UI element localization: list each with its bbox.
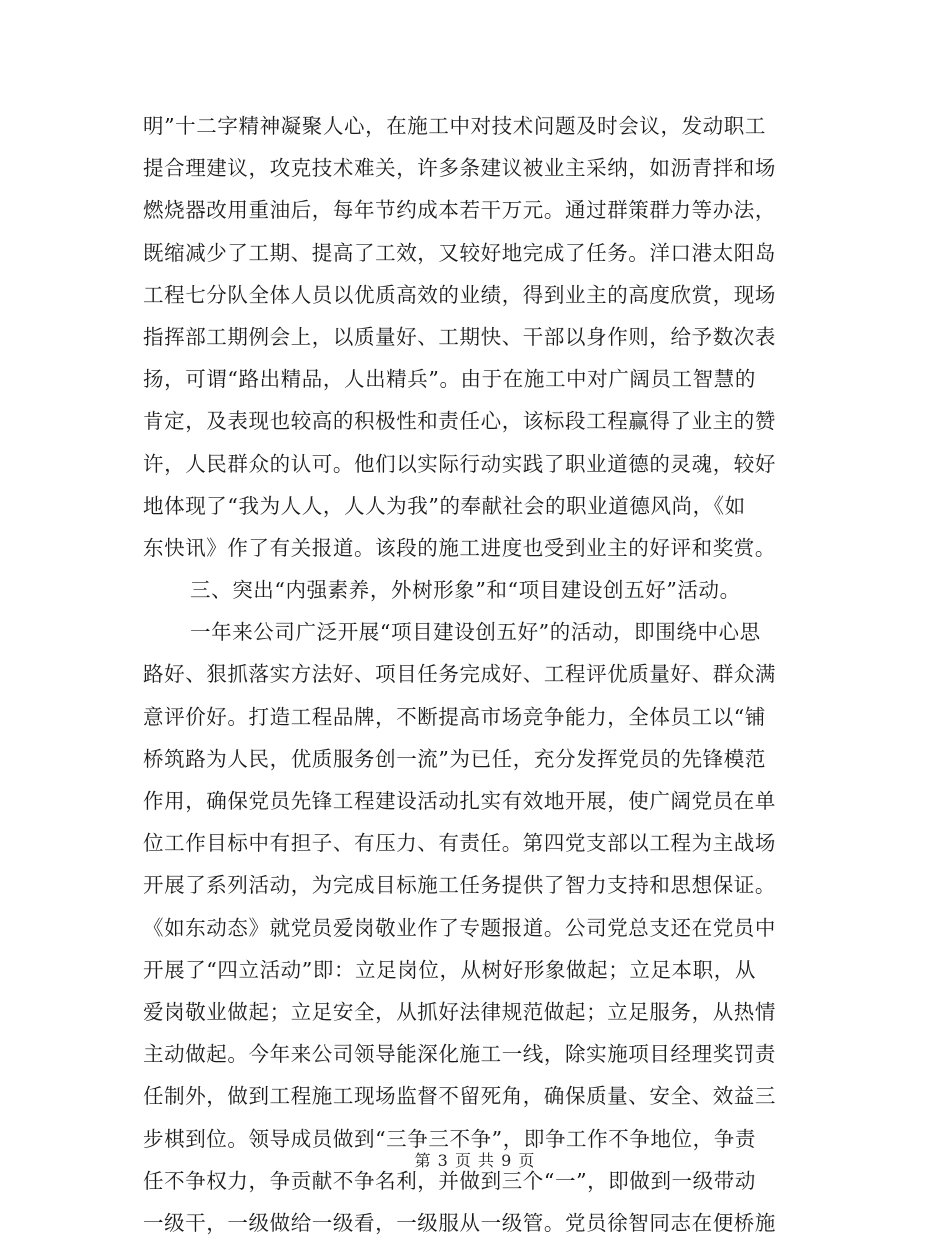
- text-line: 桥筑路为人民，优质服务创一流”为已任，充分发挥党员的先锋模范: [143, 746, 766, 771]
- text-line: 既缩减少了工期、提高了工效，又较好地完成了任务。洋口港太阳岛: [143, 240, 776, 265]
- text-line: 东快讯》作了有关报道。该段的施工进度也受到业主的好评和奖赏。: [143, 535, 776, 560]
- text-line: 路好、狠抓落实方法好、项目任务完成好、工程评优质量好、群众满: [143, 662, 776, 687]
- text-line: 任不争权力，争贡献不争名利，并做到三个“一”，即做到一级带动: [143, 1168, 756, 1193]
- text-line: 指挥部工期例会上，以质量好、工期快、干部以身作则，给予数次表: [143, 324, 776, 349]
- text-line: 步棋到位。领导成员做到“三争三不争”，即争工作不争地位，争责: [143, 1126, 756, 1151]
- text-line: 任制外，做到工程施工现场监督不留死角，确保质量、安全、效益三: [143, 1084, 776, 1109]
- text-line: 开展了系列活动，为完成目标施工任务提供了智力支持和思想保证。: [143, 873, 776, 898]
- text-line: 作用，确保党员先锋工程建设活动扎实有效地开展，使广阔党员在单: [143, 789, 776, 813]
- text-line: 位工作目标中有担子、有压力、有责任。第四党支部以工程为主战场: [143, 831, 776, 856]
- page-number-footer: 第 3 页 共 9 页: [414, 1151, 536, 1170]
- text-line: 燃烧器改用重油后，每年节约成本若干万元。通过群策群力等办法，: [143, 198, 776, 223]
- text-line: 意评价好。打造工程品牌，不断提高市场竞争能力，全体员工以“铺: [143, 704, 766, 729]
- text-line: 工程七分队全体人员以优质高效的业绩，得到业主的高度欣赏，现场: [143, 282, 776, 307]
- text-line: 肯定，及表现也较高的积极性和责任心，该标段工程赢得了业主的赞: [143, 409, 776, 434]
- text-line: 爱岗敬业做起；立足安全，从抓好法律规范做起；立足服务，从热情: [143, 999, 776, 1024]
- text-line: 开展了“四立活动”即：立足岗位，从树好形象做起；立足本职，从: [143, 957, 756, 982]
- text-line: 提合理建议，攻克技术难关，许多条建议被业主采纳，如沥青拌和场: [143, 156, 776, 181]
- section-heading: 三、突出“内强素养，外树形象”和“项目建设创五好”活动。: [190, 578, 741, 603]
- text-line: 明”十二字精神凝聚人心，在施工中对技术问题及时会议，发动职工: [143, 114, 766, 138]
- text-line: 扬，可谓“路出精品，人出精兵”。由于在施工中对广阔员工智慧的: [143, 367, 756, 392]
- text-line: 许，人民群众的认可。他们以实际行动实践了职业道德的灵魂，较好: [143, 451, 776, 476]
- text-line: 地体现了“我为人人，人人为我”的奉献社会的职业道德风尚，《如: [143, 493, 746, 518]
- text-line: 一级干，一级做给一级看，一级服从一级管。党员徐智同志在便桥施: [143, 1210, 776, 1235]
- text-line: 主动做起。今年来公司领导能深化施工一线，除实施项目经理奖罚责: [143, 1042, 776, 1067]
- body-text: [143, 105, 813, 1244]
- text-line: 《如东动态》就党员爱岗敬业作了专题报道。公司党总支还在党员中: [143, 915, 776, 940]
- text-line: 一年来公司广泛开展“项目建设创五好”的活动，即围绕中心思: [190, 620, 761, 645]
